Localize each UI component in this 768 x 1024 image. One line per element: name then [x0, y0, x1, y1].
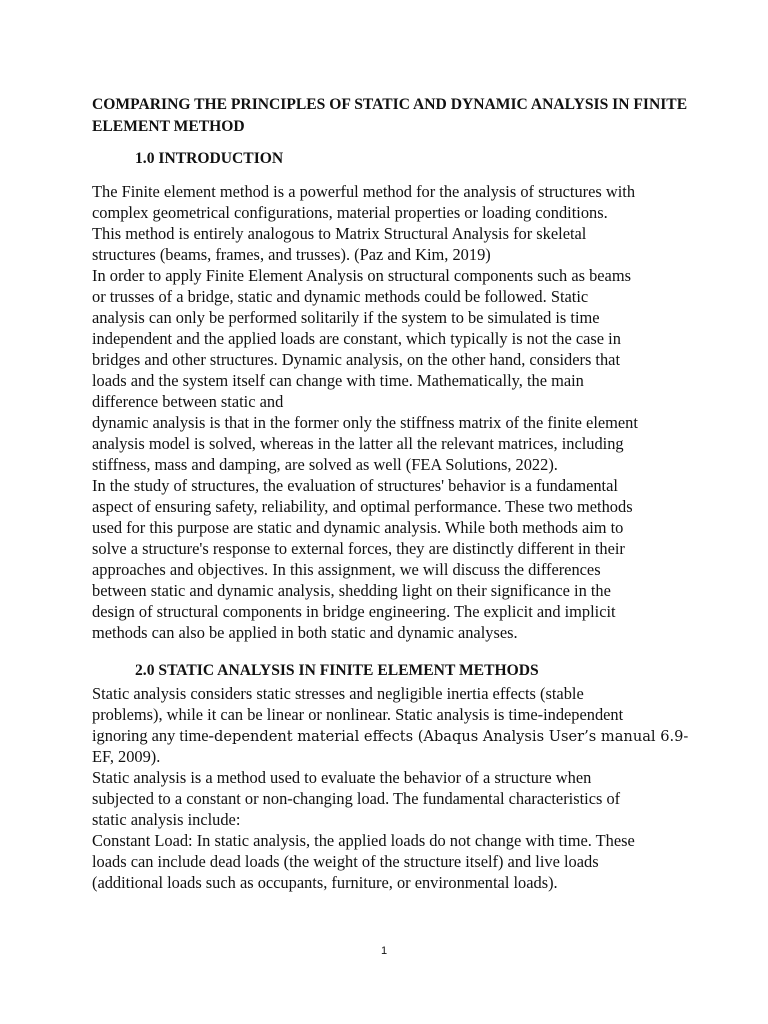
page-number: 1 — [380, 945, 388, 957]
paragraph-line: between static and dynamic analysis, shedding light on their significance in the — [92, 581, 611, 600]
paragraph-line: or trusses of a bridge, static and dynamic methods could be followed. Static — [92, 287, 589, 306]
paragraph-line: difference between static and — [92, 392, 284, 411]
paragraph-line: aspect of ensuring safety, reliability, and optimal performance. These two methods — [92, 497, 633, 516]
paragraph-line: (additional loads such as occupants, furniture, or environmental loads). — [92, 873, 558, 892]
paragraph-line-part-alt-font: dependent material effects (Abaqus Analysis User’s manual 6.9- — [214, 728, 689, 745]
paragraph-line: In order to apply Finite Element Analysis on structural components such as beams — [92, 266, 631, 285]
paragraph-line: In the study of structures, the evaluation of structures' behavior is a fundamental — [92, 476, 618, 495]
paragraph-line: analysis model is solved, whereas in the latter all the relevant matrices, including — [92, 434, 624, 453]
paragraph-line: structures (beams, frames, and trusses). (Paz and Kim, 2019) — [92, 245, 491, 264]
paragraph-line: Static analysis considers static stresses and negligible inertia effects (stable — [92, 684, 584, 703]
paragraph-line: The Finite element method is a powerful method for the analysis of structures with — [92, 182, 636, 201]
paragraph-line-part: ignoring any time- — [92, 726, 214, 745]
paragraph-line: static analysis include: — [92, 810, 241, 829]
paragraph-line: complex geometrical configurations, material properties or loading conditions. — [92, 203, 608, 222]
paragraph-line: Constant Load: In static analysis, the applied loads do not change with time. These — [92, 831, 635, 850]
paragraph-line: approaches and objectives. In this assignment, we will discuss the differences — [92, 560, 601, 579]
paragraph-line: loads and the system itself can change with time. Mathematically, the main — [92, 371, 584, 390]
paragraph-line: independent and the applied loads are constant, which typically is not the case in — [92, 329, 621, 348]
paragraph-line: dynamic analysis is that in the former only the stiffness matrix of the finite element — [92, 413, 638, 432]
paragraph-line: stiffness, mass and damping, are solved as well (FEA Solutions, 2022). — [92, 455, 558, 474]
paragraph-line: methods can also be applied in both static and dynamic analyses. — [92, 623, 518, 642]
document-title: COMPARING THE PRINCIPLES OF STATIC AND DYNAMIC ANALYSIS IN FINITE ELEMENT METHOD — [92, 96, 688, 135]
paragraph-line: subjected to a constant or non-changing load. The fundamental characteristics of — [92, 789, 621, 808]
paragraph-line: design of structural components in bridge engineering. The explicit and implicit — [92, 602, 616, 621]
paragraph-line: bridges and other structures. Dynamic analysis, on the other hand, considers that — [92, 350, 621, 369]
paragraph-line: loads can include dead loads (the weight of the structure itself) and live loads — [92, 852, 599, 871]
paragraph-line: used for this purpose are static and dynamic analysis. While both methods aim to — [92, 518, 624, 537]
paragraph-line: problems), while it can be linear or nonlinear. Static analysis is time-independent — [92, 705, 624, 724]
section-heading-static-analysis: 2.0 STATIC ANALYSIS IN FINITE ELEMENT METHODS — [135, 662, 539, 679]
paragraph-line: This method is entirely analogous to Matrix Structural Analysis for skeletal — [92, 224, 587, 243]
paragraph-line: EF, 2009). — [92, 747, 161, 766]
paragraph-line: solve a structure's response to external forces, they are distinctly different in their — [92, 539, 625, 558]
paragraph-line: Static analysis is a method used to evaluate the behavior of a structure when — [92, 768, 592, 787]
paragraph-line — [92, 725, 688, 747]
paragraph-line: analysis can only be performed solitarily if the system to be simulated is time — [92, 308, 600, 327]
section-heading-introduction: 1.0 INTRODUCTION — [135, 150, 284, 167]
